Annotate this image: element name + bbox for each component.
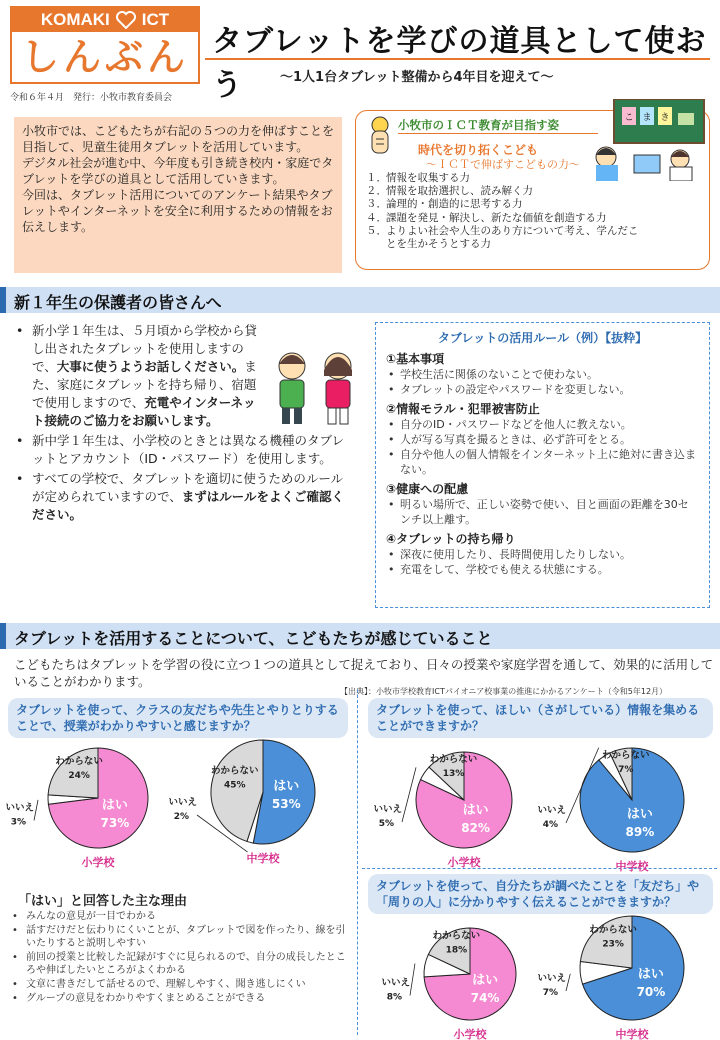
pie-leader-line: [566, 974, 570, 991]
pie-label: いいえ: [381, 977, 410, 989]
pie-value: 2%: [173, 812, 189, 822]
rule-item: • タブレットの設定やパスワードを変更しない。: [386, 382, 699, 397]
pie-label: わからない: [589, 924, 637, 936]
page-subtitle: ～1人1台タブレット整備から4年目を迎えて～: [280, 70, 554, 85]
intro-paragraph: 小牧市では、こどもたちが右記の５つの力を伸ばすことを目指して、児童生徒用タブレットを活用しています。: [22, 124, 335, 154]
rule-group-heading: ①基本事項: [386, 352, 445, 366]
pie-value: 13%: [442, 768, 465, 779]
pie-label: はい: [472, 973, 499, 989]
pie-label: いいえ: [5, 802, 34, 814]
pie-leader-line: [410, 964, 415, 996]
pie-value: 4%: [542, 820, 558, 830]
pie-label: わからない: [432, 930, 481, 942]
board-card-text: き: [660, 113, 670, 123]
list-item: • 新小学１年生は、５月頃から学校から貸し出されたタブレットを使用しますので、大事に使うようお話しください。また、家庭にタブレットを持ち帰り、宿題で使用しますので、充電やインターネット接続のご協力をお願いします。: [14, 322, 264, 430]
rule-item: • 自分や他人の個人情報をインターネット上に絶対に書き込まない。: [386, 447, 699, 477]
question-3: タブレットを使って、自分たちが調べたことを「友だち」や「周りの人」に分かりやすく伝えることができますか？: [368, 874, 713, 914]
pie-value: 82%: [461, 821, 490, 836]
reasons-heading: 「はい」と回答した主な理由: [18, 894, 188, 909]
rule-group-heading: ④タブレットの持ち帰り: [386, 532, 516, 546]
pie-value: 3%: [10, 817, 26, 828]
logo-text-komaki: KOMAKI: [40, 10, 110, 29]
pie-label: わからない: [602, 750, 650, 762]
pie-value: 89%: [625, 825, 655, 840]
rule-group-heading: ③健康への配慮: [386, 482, 469, 496]
pie-value: 5%: [378, 819, 394, 829]
pie-value: 73%: [100, 815, 130, 830]
pie-value: 24%: [68, 770, 90, 781]
goals-subheading: 時代を切り拓くこども: [418, 143, 539, 157]
survey-source: 【出典】：小牧市学校教育ICTパイオニア校事業の推進にかかるアンケート（令和5年12月）: [340, 687, 668, 696]
pie-label: いいえ: [537, 805, 566, 816]
goal-item: ２． 情報を取捨選択し、読み解く力: [366, 185, 533, 198]
board-card-text: ま: [642, 113, 652, 123]
board-card-text: こ: [624, 113, 634, 123]
pie-label: わからない: [55, 755, 103, 767]
question-1: タブレットを使って、クラスの友だちや先生とやりとりすることで、授業がわかりやすいと感じますか？: [8, 698, 348, 738]
question-2: タブレットを使って、ほしい（さがしている）情報を集めることができますか？: [368, 698, 713, 738]
list-item: • 新中学１年生は、小学校のときとは異なる機種のタブレットとアカウント（ID・パスワード）を使用します。: [14, 432, 354, 468]
pie-caption: 小学校: [447, 856, 481, 869]
reason-item: • 文章に書きだして話せるので、理解しやすく、聞き逃しにくい: [10, 978, 350, 991]
pie-value: 7%: [618, 765, 634, 776]
goal-item: ３． 論理的・創造的に思考する力: [366, 198, 523, 211]
rule-item: • 充電をして、学校でも使える状態にする。: [386, 562, 699, 577]
pie-value: 45%: [223, 780, 246, 791]
page-title: タブレットを学びの道具として使おう: [212, 24, 707, 103]
pie-caption: 小学校: [453, 1028, 487, 1040]
rule-group-heading: ②情報モラル・犯罪被害防止: [386, 402, 540, 416]
pie-label: はい: [637, 966, 664, 982]
pie-label: いいえ: [373, 804, 402, 815]
pie-caption: 中学校: [615, 860, 649, 873]
pie-value: 74%: [470, 991, 500, 1006]
rule-item: • 学校生活に関係のないことで使わない。: [386, 367, 699, 382]
pie-value: 53%: [271, 797, 301, 812]
reasons-list: [10, 910, 350, 1006]
goal-item: １． 情報を収集する力: [366, 172, 470, 184]
survey-lead-text: こどもたちはタブレットを学習の役に立つ１つの道具として捉えており、日々の授業や家庭学習を通して、効果的に活用していることがわかります。: [14, 657, 714, 689]
logo-text-shinbun: しんぶん: [20, 35, 189, 79]
intro-paragraph: デジタル社会が進む中、今年度も引き続き校内・家庭でタブレットを学びの道具として活用していきます。: [22, 156, 334, 186]
goals-subheading-tagline: ～ＩＣＴで伸ばすこどもの力～: [426, 158, 580, 171]
pie-label: わからない: [429, 753, 478, 765]
pie-label: はい: [273, 779, 300, 795]
pie-caption: 中学校: [615, 1028, 649, 1040]
pie-value: 23%: [602, 939, 624, 950]
goal-item: ５． よりよい社会や人生のあり方について考え、学んだことを生かそうとする力: [366, 224, 639, 251]
rule-item: • 深夜に使用したり、長時間使用したりしない。: [386, 547, 699, 562]
issue-date: 令和６年４月 発行：小牧市教育委員会: [10, 93, 173, 103]
pie-label: いいえ: [168, 797, 197, 808]
rule-item: • 自分のID・パスワードなどを他人に教えない。: [386, 417, 699, 432]
pie-label: はい: [626, 807, 653, 823]
rule-item: • 明るい場所で、正しい姿勢で使い、目と画面の距離を30センチ以上離す。: [386, 497, 699, 527]
pie-value: 7%: [542, 988, 558, 998]
reason-item: • グループの意見をわかりやすくまとめることができる: [10, 992, 350, 1005]
pie-leader-line: [402, 767, 416, 822]
section-heading-parents: 新１年生の保護者の皆さんへ: [0, 287, 720, 313]
intro-paragraph: 今回は、タブレット活用についてのアンケート結果やタブレットやインターネットを安全に利用するための情報をお伝えします。: [22, 188, 333, 234]
reason-item: • 前回の授業と比較した記録がすぐに見られるので、自分の成長したところや伸ばしたいところがよくわかる: [10, 951, 350, 977]
pie-label: はい: [462, 803, 489, 819]
goals-heading: 小牧市のＩＣＴ教育が目指す姿: [398, 118, 559, 132]
logo-text-ict: ICT: [141, 10, 170, 29]
rules-title: タブレットの活用ルール（例）【抜粋】: [437, 331, 648, 345]
pie-label: はい: [101, 797, 128, 813]
pie-value: 70%: [636, 984, 666, 999]
list-item: • すべての学校で、タブレットを適切に使うためのルールが定められていますので、まずはルールをよくご確認ください。: [14, 470, 354, 524]
pie-value: 18%: [445, 945, 468, 956]
pie-value: 8%: [386, 992, 402, 1003]
pie-leader-line: [34, 800, 38, 821]
pie-label: いいえ: [537, 973, 566, 984]
reason-item: • みんなの意見が一目でわかる: [10, 910, 350, 923]
rule-item: • 人が写る写真を撮るときは、必ず許可をとる。: [386, 432, 699, 447]
pie-caption: 中学校: [246, 852, 280, 865]
pie-label: わからない: [210, 765, 259, 777]
pie-caption: 小学校: [81, 856, 115, 869]
goal-item: ４． 課題を発見・解決し、新たな価値を創造する力: [366, 211, 607, 224]
section-heading-survey: タブレットを活用することについて、こどもたちが感じていること: [0, 623, 720, 649]
reason-item: • 話すだけだと伝わりにくいことが、タブレットで図を作ったり、線を引いたりすると説明しやすい: [10, 924, 350, 950]
